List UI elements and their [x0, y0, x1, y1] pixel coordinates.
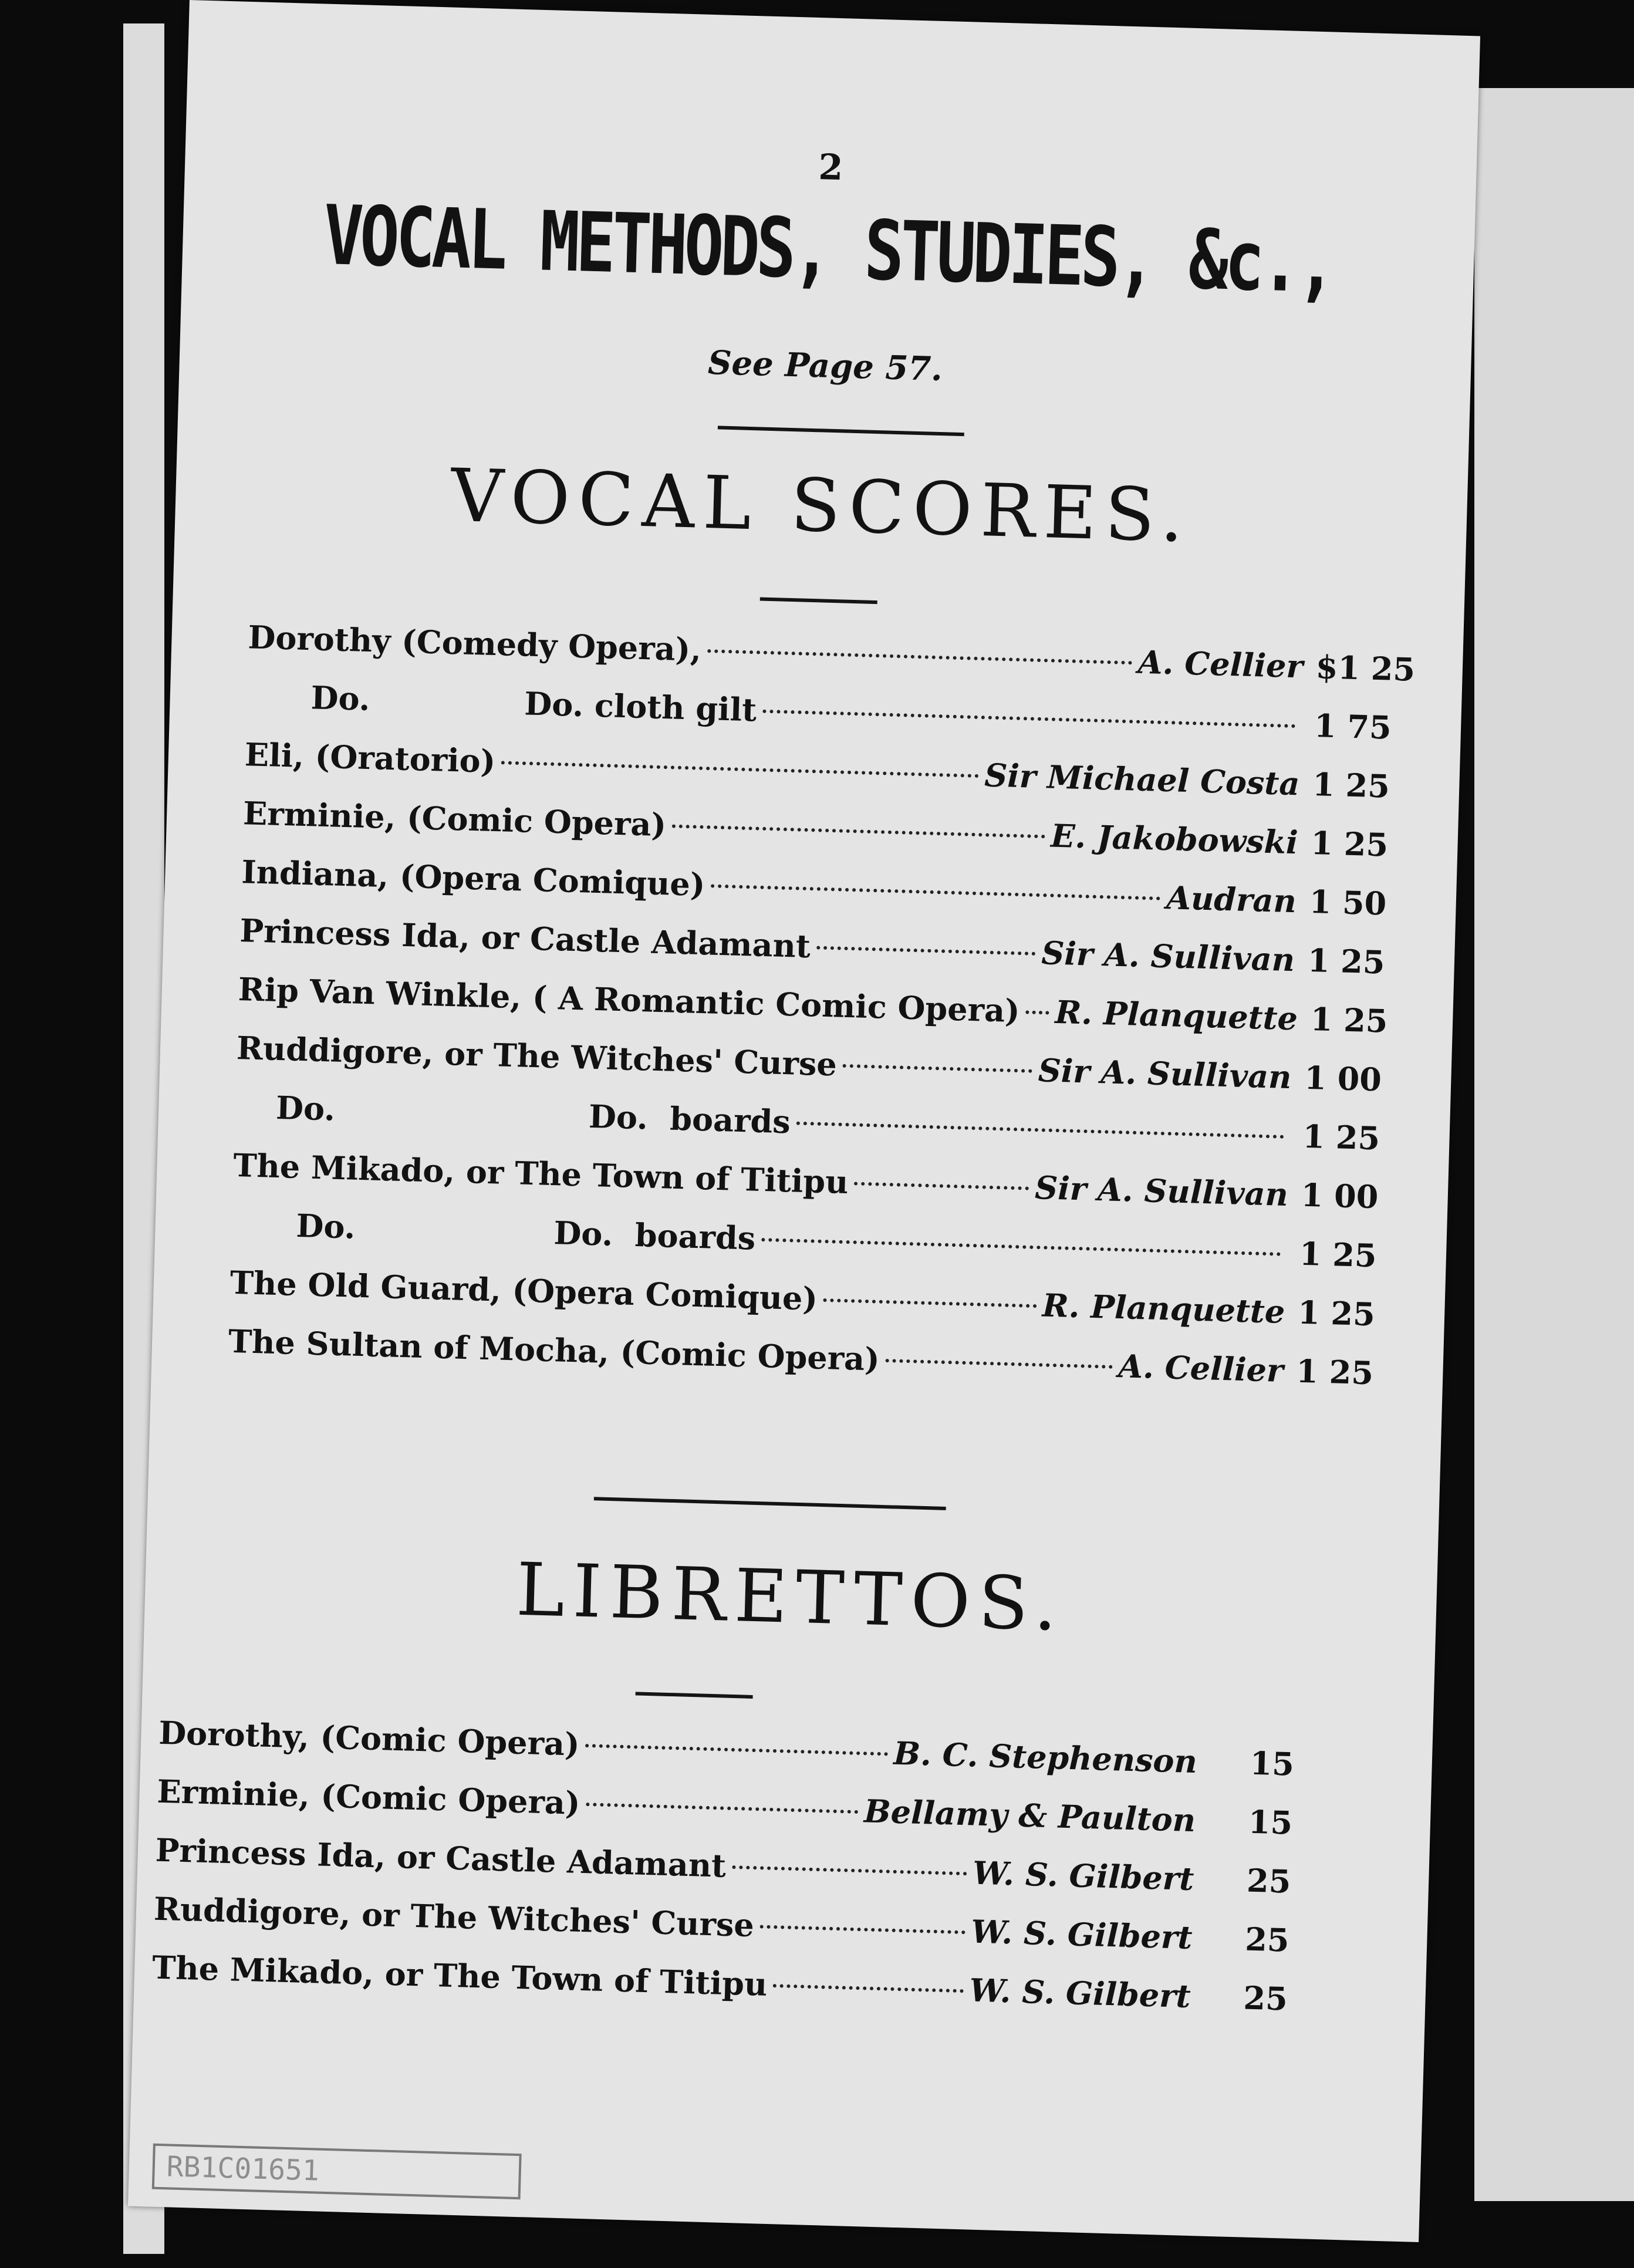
- item-price: 1 00: [1300, 1176, 1379, 1216]
- page-number: 2: [818, 147, 844, 189]
- item-price: 1 25: [1302, 1117, 1380, 1157]
- item-price: 1 25: [1297, 1293, 1376, 1334]
- dot-leader: [843, 1064, 1032, 1073]
- item-price: 25: [1244, 1920, 1290, 1959]
- item-title: Rip Van Winkle, ( A Romantic Comic Opera): [238, 970, 1021, 1030]
- item-price: 25: [1246, 1861, 1292, 1901]
- dot-leader: [823, 1298, 1037, 1308]
- dot-leader: [1025, 1010, 1049, 1014]
- dot-leader: [585, 1744, 887, 1756]
- item-title: The Mikado, or The Town of Titipu: [232, 1146, 849, 1202]
- dot-leader: [707, 649, 1132, 664]
- item-author: B. C. Stephenson: [893, 1734, 1198, 1781]
- vocal-scores-list: [151, 616, 1463, 1415]
- item-price: 1 25: [1312, 765, 1390, 805]
- see-page-note: See Page 57.: [707, 343, 943, 389]
- item-title: Ruddigore, or The Witches' Curse: [236, 1028, 838, 1084]
- dot-leader: [773, 1984, 964, 1993]
- item-price: 1 25: [1295, 1352, 1374, 1392]
- item-author: R. Planquette: [1054, 993, 1298, 1038]
- item-title: Erminie, (Comic Opera): [242, 794, 667, 844]
- dot-leader: [711, 884, 1160, 900]
- item-title: Erminie, (Comic Opera): [156, 1772, 581, 1822]
- item-title: Dorothy (Comedy Opera),: [247, 618, 702, 669]
- catalog-page: [128, 0, 1480, 2242]
- dot-leader: [761, 1238, 1281, 1256]
- item-price: 25: [1243, 1979, 1288, 2018]
- item-price: 15: [1249, 1744, 1295, 1783]
- item-price: 1 25: [1307, 941, 1386, 981]
- item-price: 1 50: [1308, 882, 1387, 923]
- heading-vocal-methods: VOCAL METHODS, STUDIES, &c.,: [322, 188, 1335, 312]
- dot-leader: [760, 1925, 965, 1934]
- dot-leader: [796, 1122, 1284, 1139]
- item-author: Audran: [1166, 879, 1297, 920]
- item-title: Do. Do. boards: [275, 1088, 791, 1141]
- item-price: 1 75: [1314, 707, 1392, 747]
- library-stamp: RB1C01651: [152, 2144, 522, 2200]
- item-author: R. Planquette: [1042, 1286, 1286, 1331]
- dot-leader: [732, 1865, 967, 1875]
- divider-rule: [760, 598, 877, 605]
- item-title: The Sultan of Mocha, (Comic Opera): [228, 1322, 880, 1378]
- item-author: E. Jakobowski: [1050, 816, 1299, 862]
- dot-leader: [816, 946, 1036, 955]
- item-title: Princess Ida, or Castle Adamant: [239, 912, 811, 966]
- item-author: A. Cellier: [1118, 1347, 1284, 1389]
- item-title: Do. Do. boards: [295, 1206, 757, 1257]
- item-price: $1 25: [1315, 648, 1416, 689]
- dot-leader: [762, 710, 1295, 728]
- item-price: 1 25: [1310, 1000, 1389, 1040]
- dot-leader: [886, 1359, 1113, 1369]
- item-author: A. Cellier: [1137, 643, 1304, 686]
- item-author: W. S. Gilbert: [970, 1912, 1193, 1956]
- item-author: Sir A. Sullivan: [1041, 934, 1295, 979]
- item-price: 1 00: [1304, 1058, 1382, 1099]
- item-title: The Mikado, or The Town of Titipu: [151, 1948, 768, 2003]
- item-price: 1 25: [1310, 824, 1389, 864]
- item-author: Sir Michael Costa: [984, 756, 1301, 803]
- dot-leader: [586, 1803, 858, 1814]
- divider-rule: [594, 1497, 946, 1510]
- item-price: 1 25: [1299, 1234, 1378, 1275]
- divider-rule: [636, 1692, 753, 1699]
- facing-page: [1474, 88, 1634, 2201]
- item-title: Dorothy, (Comic Opera): [158, 1713, 580, 1763]
- item-price: 15: [1248, 1803, 1293, 1842]
- dot-leader: [501, 761, 978, 778]
- item-title: Princess Ida, or Castle Adamant: [155, 1831, 727, 1885]
- item-title: The Old Guard, (Opera Comique): [229, 1263, 818, 1318]
- item-title: Ruddigore, or The Witches' Curse: [153, 1889, 755, 1945]
- item-author: Sir A. Sullivan: [1034, 1169, 1289, 1214]
- item-author: Sir A. Sullivan: [1038, 1051, 1292, 1096]
- item-author: W. S. Gilbert: [968, 1971, 1191, 2015]
- item-author: Bellamy & Paulton: [863, 1792, 1196, 1840]
- dot-leader: [672, 825, 1045, 839]
- divider-rule: [718, 426, 964, 436]
- section-title-vocal-scores: VOCAL SCORES.: [450, 453, 1193, 559]
- section-title-librettos: LIBRETTOS.: [515, 1547, 1066, 1648]
- item-author: W. S. Gilbert: [972, 1854, 1195, 1898]
- dot-leader: [854, 1182, 1029, 1190]
- item-title: Eli, (Oratorio): [244, 735, 497, 781]
- item-title: Indiana, (Opera Comique): [241, 853, 706, 904]
- item-title: Do. Do. cloth gilt: [310, 679, 757, 729]
- librettos-list: [133, 1713, 1432, 2043]
